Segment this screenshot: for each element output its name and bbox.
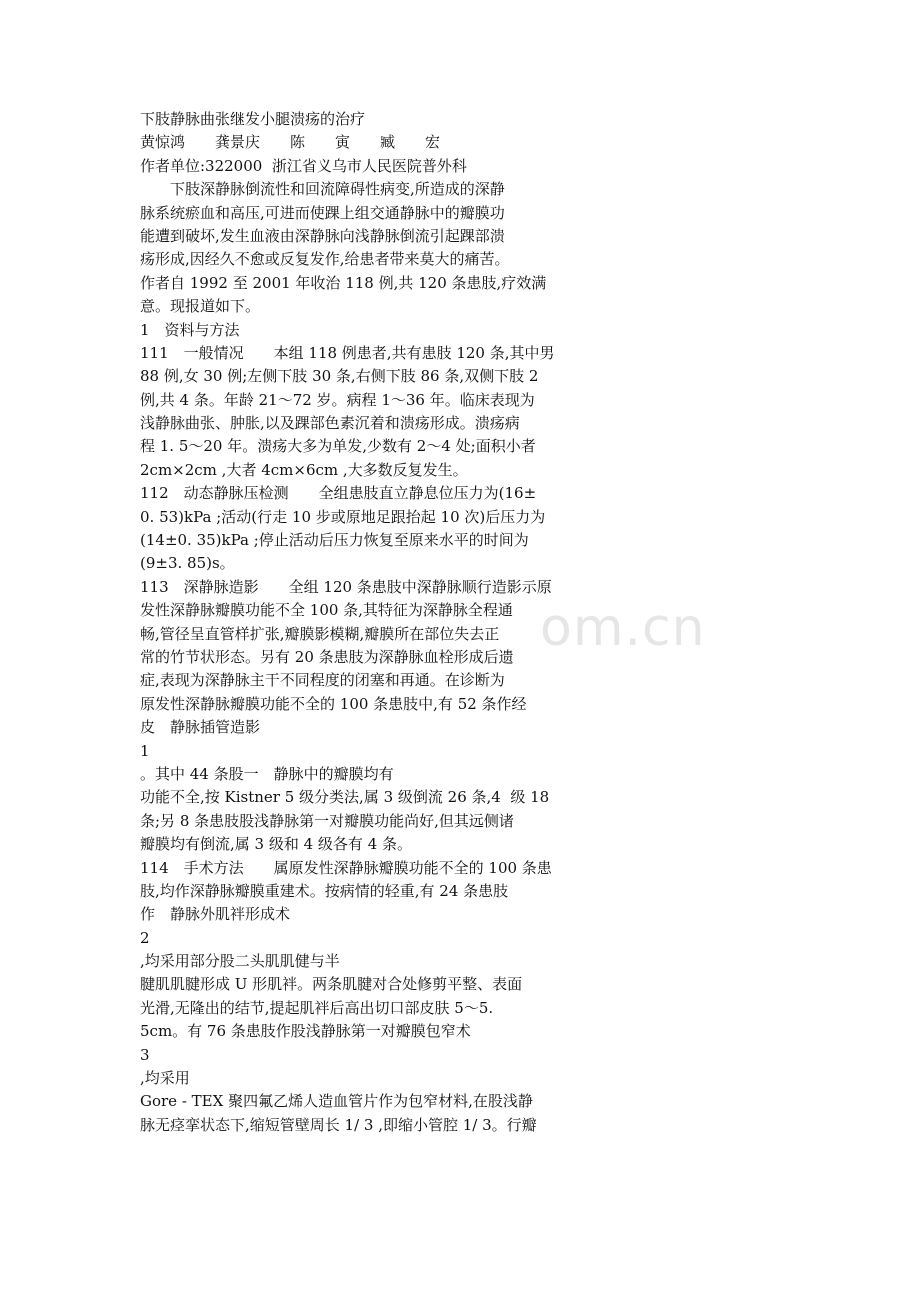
watermark: om.cn: [540, 598, 706, 658]
text-line: 脉无痉挛状态下,缩短管壁周长 1/ 3 ,即缩小管腔 1/ 3。行瓣: [140, 1115, 537, 1134]
text-line: 0. 53)kPa ;活动(行走 10 步或原地足跟抬起 10 次)后压力为: [140, 507, 546, 526]
text-line: 能遭到破坏,发生血液由深静脉向浅静脉倒流引起踝部溃: [140, 226, 505, 245]
text-line: 意。现报道如下。: [140, 297, 261, 316]
article-body: [140, 108, 580, 1137]
text-line: 1 资料与方法: [140, 320, 240, 339]
text-line: 114 手术方法 属原发性深静脉瓣膜功能不全的 100 条患: [140, 858, 552, 877]
text-line: 条;另 8 条患肢股浅静脉第一对瓣膜功能尚好,但其远侧诸: [140, 811, 514, 830]
text-line: 腱肌肌腱形成 U 形肌袢。两条肌腱对合处修剪平整、表面: [140, 975, 523, 994]
text-line: 5cm。有 76 条患肢作股浅静脉第一对瓣膜包窄术: [140, 1022, 471, 1041]
text-line: 常的竹节状形态。另有 20 条患肢为深静脉血栓形成后遗: [140, 647, 514, 666]
text-line: 例,共 4 条。年龄 21～72 岁。病程 1～36 年。临床表现为: [140, 390, 535, 409]
text-line: 作 静脉外肌袢形成术: [140, 905, 291, 924]
text-line: Gore - TEX 聚四氟乙烯人造血管片作为包窄材料,在股浅静: [140, 1092, 533, 1111]
text-line: 作者自 1992 至 2001 年收治 118 例,共 120 条患肢,疗效满: [140, 273, 547, 292]
text-line: 功能不全,按 Kistner 5 级分类法,属 3 级倒流 26 条,4 级 18: [140, 788, 550, 807]
text-line: 111 一般情况 本组 118 例患者,共有患肢 120 条,其中男: [140, 343, 555, 362]
text-line: 3: [140, 1045, 150, 1064]
text-line: 。其中 44 条股一 静脉中的瓣膜均有: [140, 764, 394, 783]
text-line: 脉系统瘀血和高压,可进而使踝上组交通静脉中的瓣膜功: [140, 203, 505, 222]
affiliation-line: 作者单位:322000 浙江省义乌市人民医院普外科: [140, 156, 467, 175]
text-line: 肢,均作深静脉瓣膜重建术。按病情的轻重,有 24 条患肢: [140, 881, 509, 900]
text-line: 畅,管径呈直管样扩张,瓣膜影模糊,瓣膜所在部位失去正: [140, 624, 500, 643]
text-line: (9±3. 85)s。: [140, 554, 235, 573]
text-line: 下肢深静脉倒流性和回流障碍性病变,所造成的深静: [140, 180, 505, 199]
text-line: 症,表现为深静脉主干不同程度的闭塞和再通。在诊断为: [140, 671, 505, 690]
author-line: 黄惊鸿 龚景庆 陈 寅 臧 宏: [140, 133, 441, 152]
text-line: ,均采用部分股二头肌肌健与半: [140, 952, 340, 971]
text-line: 2cm×2cm ,大者 4cm×6cm ,大多数反复发生。: [140, 460, 468, 479]
text-line: 1: [140, 741, 150, 760]
article-title: 下肢静脉曲张继发小腿溃疡的治疗: [140, 110, 366, 128]
text-line: 光滑,无隆出的结节,提起肌袢后高出切口部皮肤 5～5.: [140, 998, 494, 1017]
text-line: 88 例,女 30 例;左侧下肢 30 条,右侧下肢 86 条,双侧下肢 2: [140, 367, 539, 386]
text-line: ,均采用: [140, 1069, 190, 1088]
text-line: 程 1. 5～20 年。溃疡大多为单发,少数有 2～4 处;面积小者: [140, 437, 536, 456]
text-line: 原发性深静脉瓣膜功能不全的 100 条患肢中,有 52 条作经: [140, 694, 527, 713]
text-line: 皮 静脉插管造影: [140, 718, 261, 737]
text-line: 112 动态静脉压检测 全组患肢直立静息位压力为(16±: [140, 484, 537, 503]
text-line: 113 深静脉造影 全组 120 条患肢中深静脉顺行造影示原: [140, 577, 552, 596]
text-line: (14±0. 35)kPa ;停止活动后压力恢复至原来水平的时间为: [140, 531, 529, 550]
text-line: 浅静脉曲张、肿胀,以及踝部色素沉着和溃疡形成。溃疡病: [140, 414, 520, 433]
text-line: 发性深静脉瓣膜功能不全 100 条,其特征为深静脉全程通: [140, 601, 513, 620]
text-line: 2: [140, 928, 150, 947]
text-line: 疡形成,因经久不愈或反复发作,给患者带来莫大的痛苦。: [140, 250, 510, 269]
text-line: 瓣膜均有倒流,属 3 级和 4 级各有 4 条。: [140, 835, 413, 854]
